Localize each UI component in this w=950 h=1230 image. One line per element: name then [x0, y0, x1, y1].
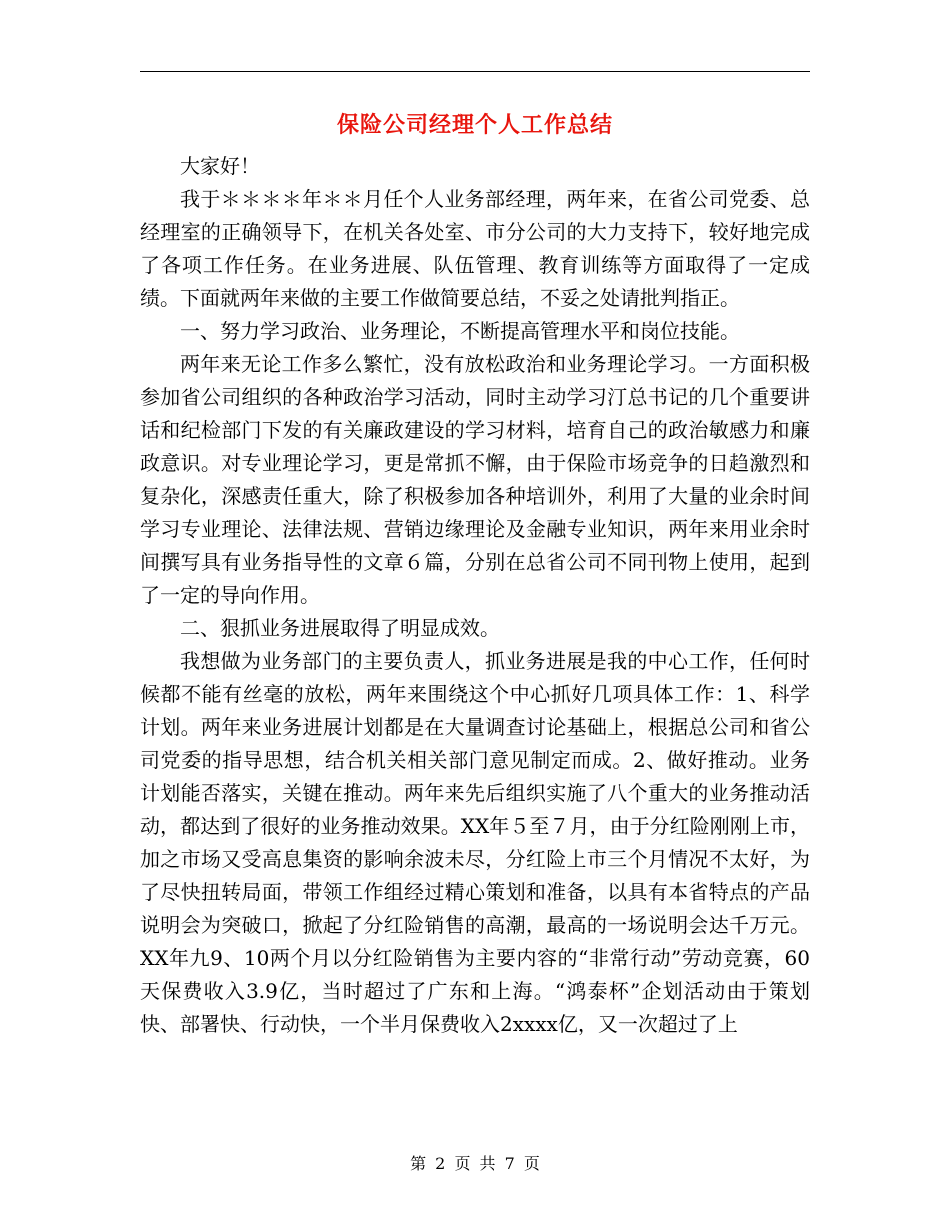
- greeting-paragraph: 大家好！: [180, 154, 260, 178]
- header-rule: [140, 71, 810, 72]
- section-2-paragraph: 我想做为业务部门的主要负责人，抓业务进展是我的中心工作，任何时候都不能有丝毫的放松，两年来围绕这个中心抓好几项具体工作：1、科学计划。两年来业务进展计划都是在大量调查讨论基础上，根据总公司和省公司党委的指导思想，结合机关相关部门意见制定而成。2、做好推动。业务计划能否落实，关键在推动。两年来先后组织实施了八个重大的业务推动活动，都达到了很好的业务推动效果。XX年５至７月，由于分红险刚刚上市，加之市场又受高息集资的影响余波未尽，分红险上市三个月情况不太好，为了尽快扭转局面，带领工作组经过精心策划和准备，以具有本省特点的产品说明会为突破口，掀起了分红险销售的高潮，最高的一场说明会达千万元。XX年九9、10两个月以分红险销售为主要内容的“非常行动”劳动竞赛，60天保费收入3.9亿，当时超过了广东和上海。“鸿泰杯”企划活动由于策划快、部署快、行动快，一个半月保费收入2xxxx亿，又一次超过了上: [140, 649, 810, 1036]
- page-footer: 第 2 页 共 7 页: [410, 1154, 540, 1173]
- document-body: [140, 150, 810, 1041]
- section-heading-1: 一、努力学习政治、业务理论，不断提高管理水平和岗位技能。: [180, 319, 740, 343]
- section-1-paragraph: 两年来无论工作多么繁忙，没有放松政治和业务理论学习。一方面积极参加省公司组织的各种政治学习活动，同时主动学习汀总书记的几个重要讲话和纪检部门下发的有关廉政建设的学习材料，培育自己的政治敏感力和廉政意识。对专业理论学习，更是常抓不懈，由于保险市场竞争的日趋激烈和复杂化，深感责任重大，除了积极参加各种培训外，利用了大量的业余时间学习专业理论、法律法规、营销边缘理论及金融专业知识，两年来用业余时间撰写具有业务指导性的文章６篇，分别在总省公司不同刊物上使用，起到了一定的导向作用。: [140, 352, 810, 607]
- section-heading-2: 二、狠抓业务进展取得了明显成效。: [180, 616, 500, 640]
- intro-paragraph: 我于＊＊＊＊年＊＊月任个人业务部经理，两年来，在省公司党委、总经理室的正确领导下，在机关各处室、市分公司的大力支持下，较好地完成了各项工作任务。在业务进展、队伍管理、教育训练等方面取得了一定成绩。下面就两年来做的主要工作做简要总结，不妥之处请批判指正。: [140, 187, 810, 310]
- document-title: 保险公司经理个人工作总结: [336, 113, 613, 138]
